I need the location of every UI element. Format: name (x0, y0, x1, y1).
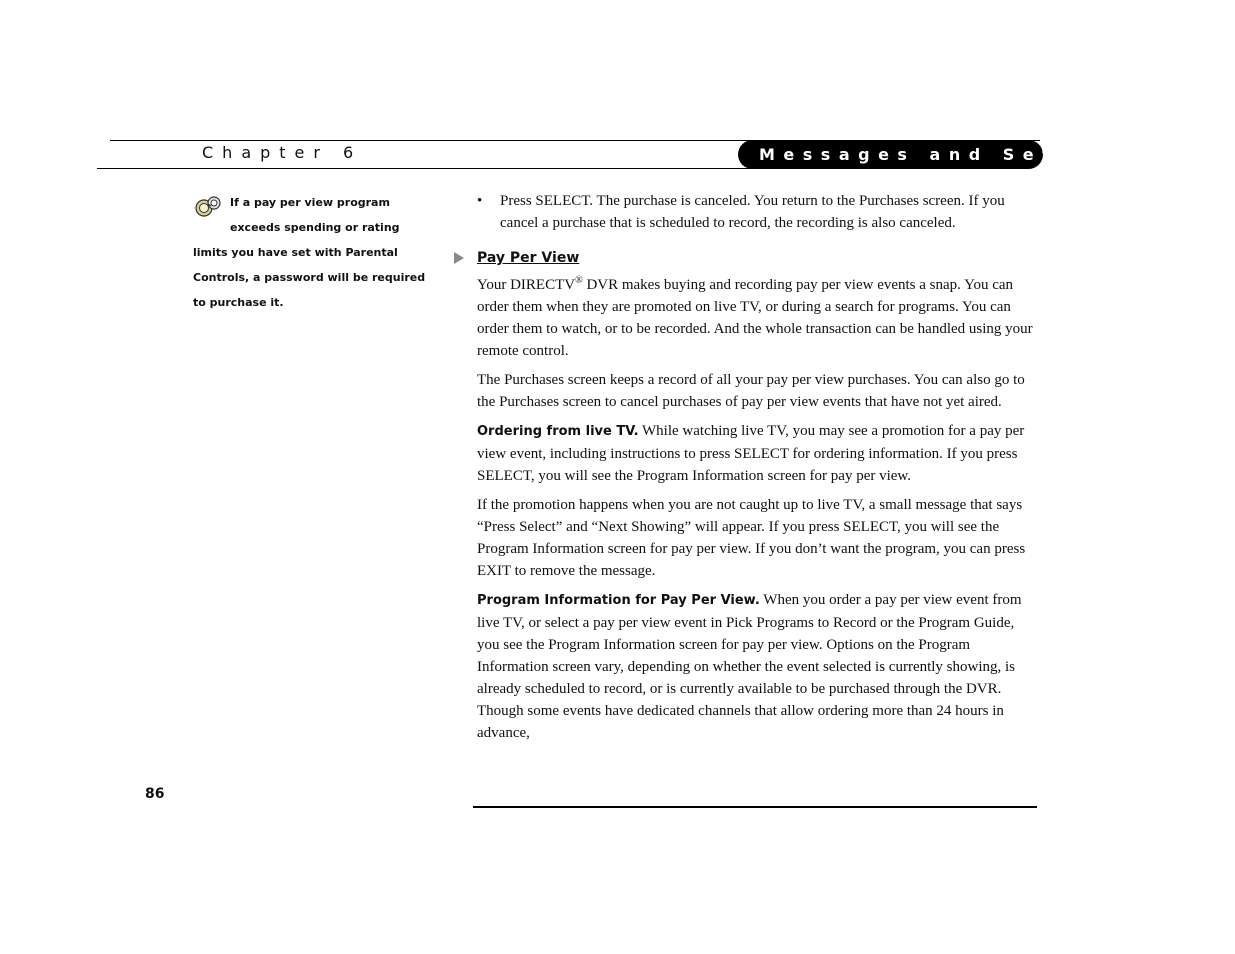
paragraph-program-information (477, 589, 1039, 744)
bullet-text: Press SELECT. The purchase is canceled. You return to the Purchases screen. If you cancel a purchase that is scheduled to record, the recording is also canceled. (500, 193, 1005, 231)
page-number: 86 (145, 786, 165, 802)
header-rule-under (97, 168, 757, 169)
paragraph-ordering-live-tv (477, 420, 1039, 487)
paragraph-intro (477, 274, 1039, 362)
footer-rule (473, 806, 1037, 808)
intro-text-start: Your DIRECTV (477, 277, 576, 293)
binoculars-icon (193, 194, 223, 228)
program-info-text: When you order a pay per view event from live TV, or select a pay per view event in Pick Programs to Record or the Program Guide, you see the Program Information screen for pay per view. Options on the Program Information screen vary, depending on whether the event selected is currently showing, is already scheduled to record, or is currently available to be purchased through the DVR. Though some events have dedicated channels that allow ordering more than 24 hours in advance, (477, 592, 1022, 741)
chapter-label: Chapter 6 (202, 143, 363, 162)
intro-text-rest: DVR makes buying and recording pay per view events a snap. You can order them when they are promoted on live TV, or during a search for programs. You can order them to watch, or to be recorded. And the whole transaction can be handled using your remote control. (477, 277, 1033, 359)
bullet-marker: • (477, 193, 483, 209)
registered-mark: ® (575, 275, 583, 286)
runin-heading-ordering: Ordering from live TV. (477, 424, 639, 439)
section-title: Messages and Setup (738, 140, 1043, 169)
paragraph-promotion: If the promotion happens when you are not caught up to live TV, a small message that says “Press Select” and “Next Showing” will appear. If you press SELECT, you will see the Program Information screen for pay per view. If you don’t want the program, you can press EXIT to remove the message. (477, 497, 1026, 579)
section-heading (477, 246, 1039, 270)
bullet-item (477, 190, 1039, 234)
sidebar-note (193, 190, 428, 315)
paragraph-purchases: The Purchases screen keeps a record of all your pay per view purchases. You can also go to the Purchases screen to cancel purchases of pay per view events that have not yet aired. (477, 372, 1025, 410)
section-heading-text: Pay Per View (477, 250, 580, 266)
runin-heading-program-info: Program Information for Pay Per View. (477, 593, 760, 608)
sidebar-note-text: If a pay per view program exceeds spending or rating limits you have set with Parental Controls, a password will be required to purchase it. (193, 196, 426, 309)
ordering-text: While watching live TV, you may see a promotion for a pay per view event, including instructions to press SELECT for ordering information. If you press SELECT, you will see the Program Information screen for pay per view. (477, 423, 1025, 484)
main-content (477, 190, 1039, 751)
triangle-right-icon (453, 249, 465, 273)
